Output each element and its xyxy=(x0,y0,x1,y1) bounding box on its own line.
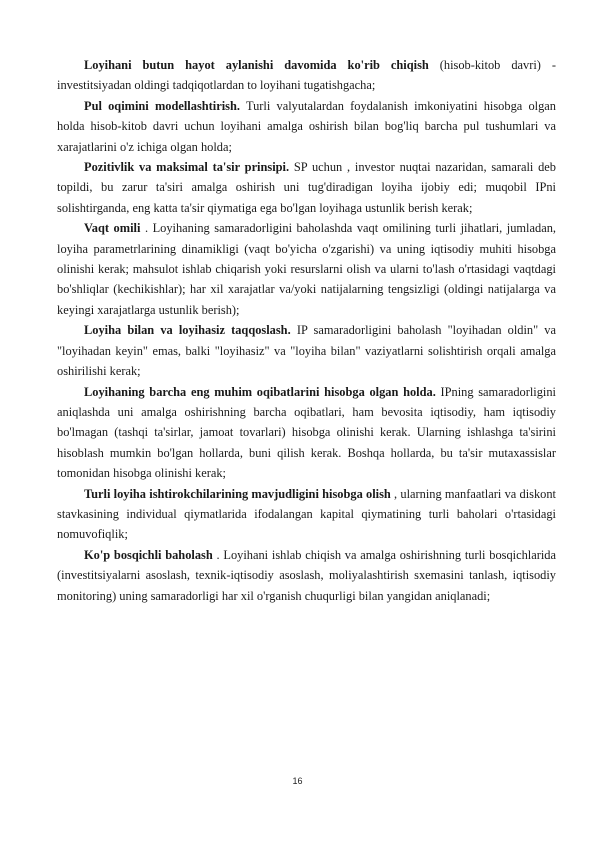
paragraph-cash-flow xyxy=(57,96,556,157)
paragraph-text: (hisob-kitob davri) - investitsiyadan oldingi tadqiqotlardan to loyihani tugatishgacha; xyxy=(57,58,557,93)
paragraph-lead: Loyihani butun hayot aylanishi davomida ko'rib chiqish xyxy=(84,58,429,72)
paragraph-lead: Ko'p bosqichli baholash xyxy=(84,547,213,562)
paragraph-consequences xyxy=(57,382,556,484)
paragraph-multistage xyxy=(57,545,556,606)
paragraph-time-factor xyxy=(57,218,556,320)
paragraph-text: IPning samaradorligini aniqlashda uni amalga oshirishning barcha oqibatlari, ham bevosita iqtisodiy, ham iqtisodiy bo'lmagan (tashqi ta'sirlar, jamoat tovarlari) hisobga olinishi kerak. Ularning ishlashga ta'sirini hisoblash mumkin bo'lgan hollarda, buni qilish kerak. Boshqa hollarda, bu ta'sir mutaxassislar tomonidan hisobga olinishi kerak; xyxy=(57,384,556,481)
paragraph-lead: Turli loyiha ishtirokchilarining mavjudligini hisobga olish xyxy=(84,486,391,501)
paragraph-comparison xyxy=(57,320,556,381)
page-number: 16 xyxy=(292,776,303,786)
document-body xyxy=(57,55,556,606)
paragraph-lead: Loyihaning barcha eng muhim oqibatlarini hisobga olgan holda. xyxy=(84,384,436,399)
paragraph-lifecycle xyxy=(57,55,556,96)
paragraph-text: SP uchun , investor nuqtai nazaridan, samarali deb topildi, bu zarur ta'siri amalga oshirish uni tug'diradigan loyiha ijobiy edi; muqobil IPni solishtirganda, eng katta ta'sir qiymatiga ega bo'lgan loyihaga ustunlik berish kerak; xyxy=(57,160,556,215)
paragraph-text: Turli valyutalardan foydalanish imkoniyatini hisobga olgan holda hisob-kitob davri uchun loyihani amalga oshirish bilan bog'liq barcha pul tushumlari va xarajatlarini o'z ichiga olgan holda; xyxy=(57,98,557,154)
paragraph-text: . Loyihani ishlab chiqish va amalga oshirishning turli bosqichlarida (investitsiyalarni asoslash, texnik-iqtisodiy asoslash, moliyalashtirish sxemasini tanlash, iqtisodiy monitoring) uning samaradorligi har xil o'rganish chuqurligi bilan yangidan aniqlanadi; xyxy=(57,547,556,603)
paragraph-lead: Pozitivlik va maksimal ta'sir prinsipi. xyxy=(84,160,290,175)
paragraph-positivity xyxy=(57,157,556,218)
paragraph-lead: Vaqt omili xyxy=(84,221,141,236)
paragraph-lead: Loyiha bilan va loyihasiz taqqoslash. xyxy=(84,323,291,338)
paragraph-text: . Loyihaning samaradorligini baholashda vaqt omilining turli jihatlari, jumladan, loyiha parametrlarining dinamikligi (vaqt bo'yicha o'zgarishi) va uning iqtisodiy muhiti hisobga olinishi kerak; mahsulot ishlab chiqarish yoki resurslarni olish va ularni to'lash o'rtasidagi vaqtdagi bo'shliqlar (kechikishlar); har xil xarajatlar va/yoki natijalarning tengsizligi (oldingi natijalarga va keyingi xarajatlarga ustunlik berish); xyxy=(57,221,556,317)
paragraph-text: , ularning manfaatlari va diskont stavkasining individual qiymatlarida ifodalangan kapital qiymatining turli baholari o'rtasidagi nomuvofiqlik; xyxy=(57,486,556,542)
paragraph-participants xyxy=(57,484,556,545)
paragraph-lead: Pul oqimini modellashtirish. xyxy=(84,98,240,113)
paragraph-text: IP samaradorligini baholash "loyihadan oldin" va "loyihadan keyin" emas, balki "loyihasiz" va "loyiha bilan" vaziyatlarni solishtirish orqali amalga oshirilishi kerak; xyxy=(57,323,557,379)
